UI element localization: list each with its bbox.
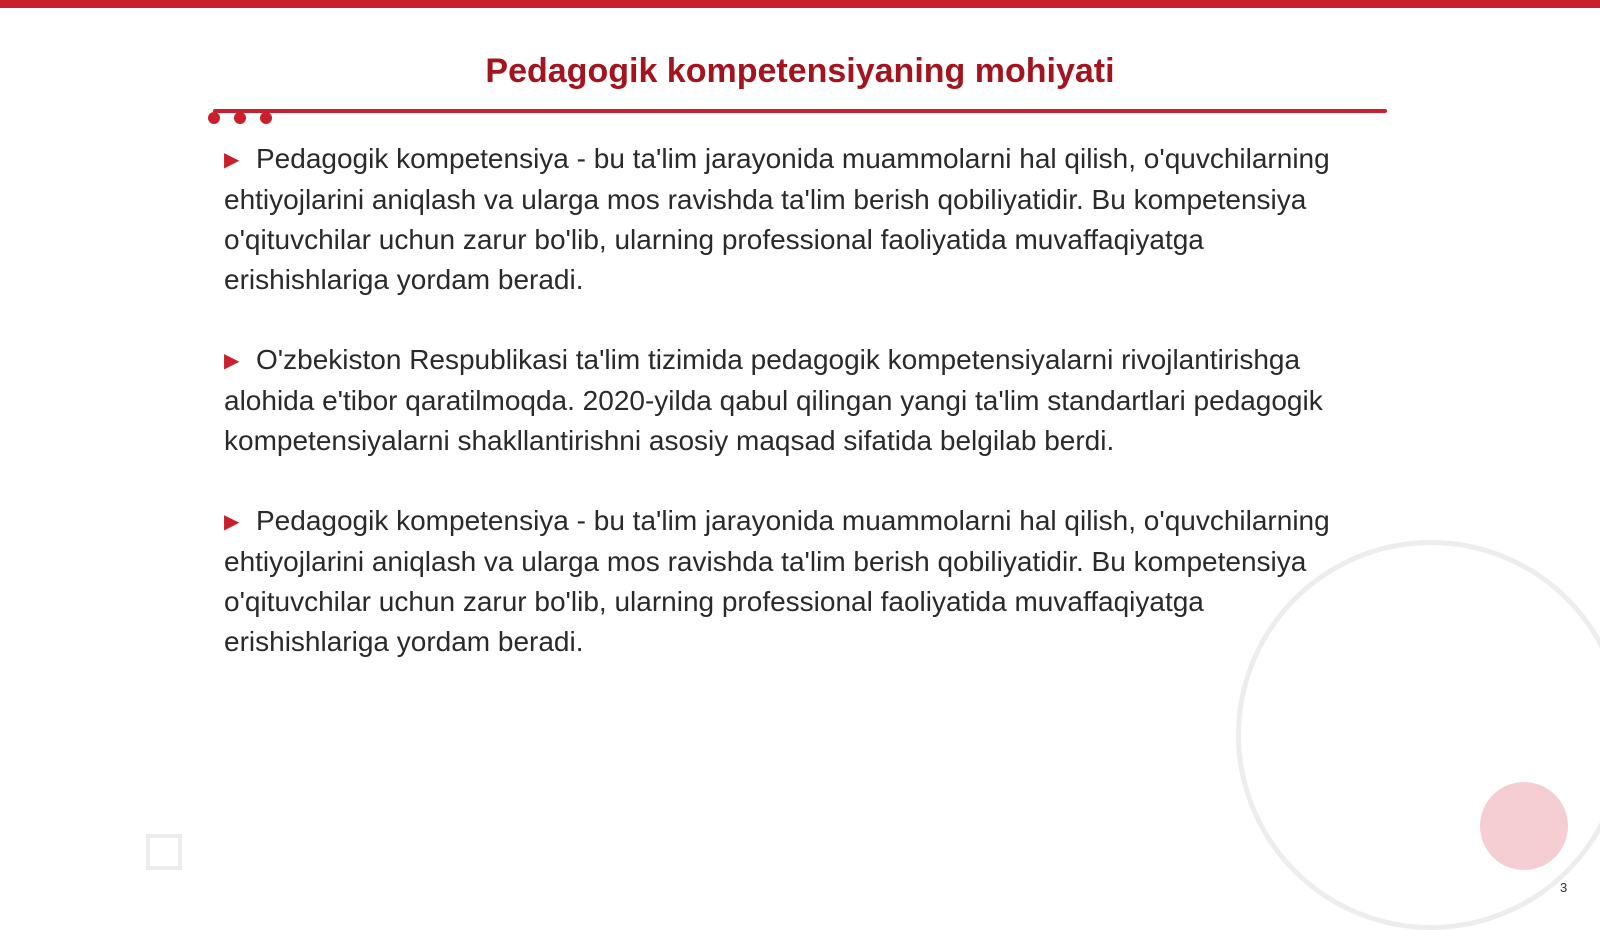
bullet-arrow-icon: ▶ — [224, 350, 240, 372]
slide-title: Pedagogik kompetensiyaning mohiyati — [485, 52, 1115, 90]
title-underline — [213, 109, 1387, 113]
paragraph-text: O'zbekiston Respublikasi ta'lim tizimida pedagogik kompetensiyalarni rivojlantirishga alohida e'tibor qaratilmoqda. 2020-yilda qabul qilingan yangi ta'lim standartlari pedagogik kompetensiyalarni shakllantirishni asosiy maqsad sifatida belgilab berdi. — [224, 344, 1323, 456]
decorative-pink-disc — [1480, 782, 1568, 870]
bullet-arrow-icon: ▶ — [224, 511, 240, 533]
bullet-paragraph-2 — [224, 340, 1374, 461]
underline-dot-3 — [260, 112, 272, 124]
slide-content — [224, 139, 1374, 702]
paragraph-text: Pedagogik kompetensiya - bu ta'lim jarayonida muammolarni hal qilish, o'quvchilarning ehtiyojlarini aniqlash va ularga mos ravishda ta'lim berish qobiliyatidir. Bu kompetensiya o'qituvchilar uchun zarur bo'lib, ularning professional faoliyatida muvaffaqiyatga erishishlariga yordam beradi. — [224, 143, 1330, 295]
underline-dot-1 — [208, 112, 220, 124]
decorative-square-outline — [146, 834, 182, 870]
top-accent-bar — [0, 0, 1600, 8]
underline-dot-2 — [234, 112, 246, 124]
page-number: 3 — [1560, 880, 1568, 895]
decorative-ring — [1236, 540, 1600, 930]
paragraph-text: Pedagogik kompetensiya - bu ta'lim jarayonida muammolarni hal qilish, o'quvchilarning ehtiyojlarini aniqlash va ularga mos ravishda ta'lim berish qobiliyatidir. Bu kompetensiya o'qituvchilar uchun zarur bo'lib, ularning professional faoliyatida muvaffaqiyatga erishishlariga yordam beradi. — [224, 505, 1330, 657]
bullet-arrow-icon: ▶ — [224, 149, 240, 171]
bullet-paragraph-1 — [224, 139, 1374, 300]
bullet-paragraph-3 — [224, 501, 1374, 662]
